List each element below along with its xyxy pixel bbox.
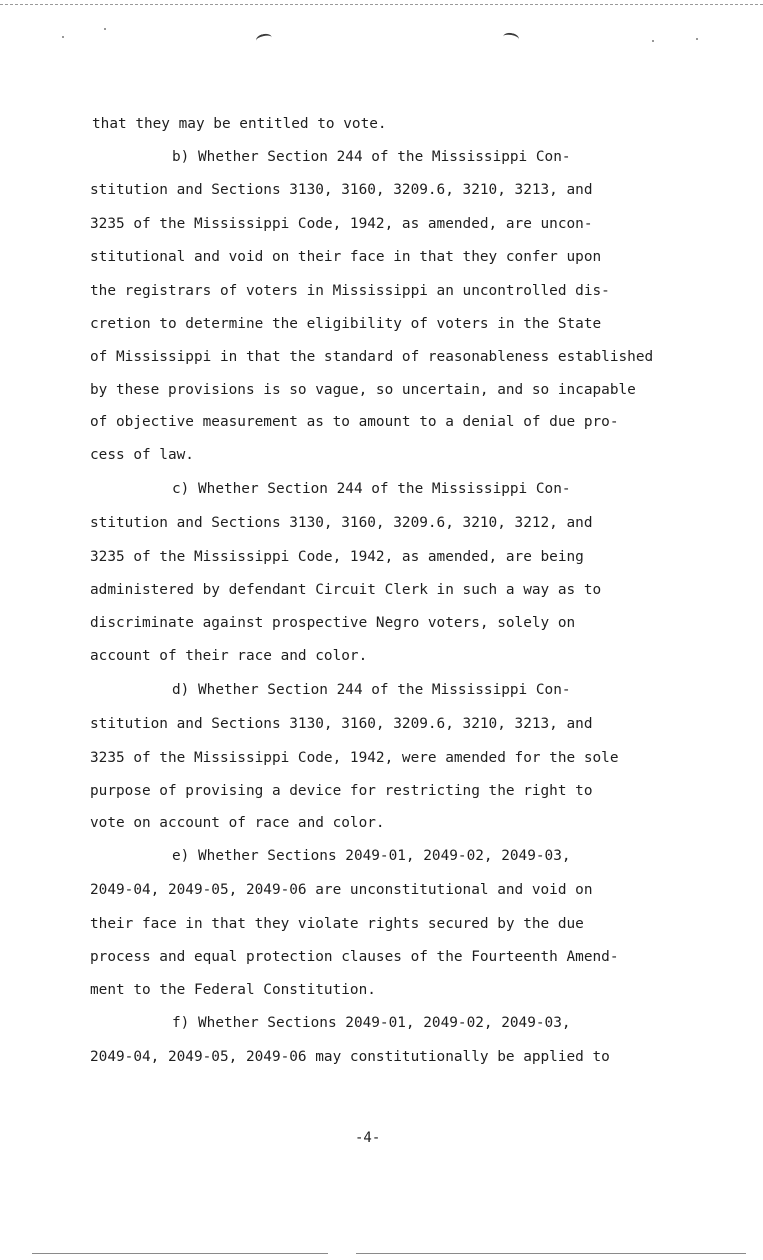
text-line: 3235 of the Mississippi Code, 1942, as amended, are uncon- [90, 216, 593, 232]
text-line: b) Whether Section 244 of the Mississippi Con- [172, 149, 571, 165]
text-line: cess of law. [90, 447, 194, 463]
text-line: discriminate against prospective Negro voters, solely on [90, 615, 576, 631]
text-line: stitution and Sections 3130, 3160, 3209.6, 3210, 3213, and [90, 182, 593, 198]
page-number: -4- [355, 1130, 381, 1146]
text-line: of objective measurement as to amount to a denial of due pro- [90, 414, 619, 430]
text-line: the registrars of voters in Mississippi an uncontrolled dis- [90, 283, 610, 299]
text-line: e) Whether Sections 2049-01, 2049-02, 2049-03, [172, 848, 571, 864]
text-line: their face in that they violate rights secured by the due [90, 916, 584, 932]
scan-speck [696, 38, 698, 40]
text-line: d) Whether Section 244 of the Mississippi Con- [172, 682, 571, 698]
text-line: process and equal protection clauses of the Fourteenth Amend- [90, 949, 619, 965]
text-line: 2049-04, 2049-05, 2049-06 may constitutionally be applied to [90, 1049, 610, 1065]
text-line: vote on account of race and color. [90, 815, 385, 831]
page-bottom-edge [356, 1253, 746, 1254]
text-line: that they may be entitled to vote. [92, 116, 387, 132]
text-line: purpose of provising a device for restricting the right to [90, 783, 593, 799]
page-top-edge [0, 4, 763, 5]
text-line: account of their race and color. [90, 648, 368, 664]
text-line: stitution and Sections 3130, 3160, 3209.6, 3210, 3212, and [90, 515, 593, 531]
text-line: 2049-04, 2049-05, 2049-06 are unconstitutional and void on [90, 882, 593, 898]
text-line: by these provisions is so vague, so uncertain, and so incapable [90, 382, 636, 398]
text-line: 3235 of the Mississippi Code, 1942, as amended, are being [90, 549, 584, 565]
scan-speck [104, 28, 106, 30]
scan-speck [652, 40, 654, 42]
scan-speck [62, 36, 64, 38]
page-bottom-edge [32, 1253, 328, 1254]
text-line: cretion to determine the eligibility of voters in the State [90, 316, 602, 332]
text-line: f) Whether Sections 2049-01, 2049-02, 2049-03, [172, 1015, 571, 1031]
text-line: c) Whether Section 244 of the Mississippi Con- [172, 481, 571, 497]
scan-mark-right [502, 32, 519, 45]
text-line: administered by defendant Circuit Clerk in such a way as to [90, 582, 602, 598]
text-line: of Mississippi in that the standard of reasonableness established [90, 349, 654, 365]
text-line: stitutional and void on their face in that they confer upon [90, 249, 602, 265]
text-line: 3235 of the Mississippi Code, 1942, were amended for the sole [90, 750, 619, 766]
text-line: stitution and Sections 3130, 3160, 3209.6, 3210, 3213, and [90, 716, 593, 732]
text-line: ment to the Federal Constitution. [90, 982, 376, 998]
scan-mark-left [255, 32, 273, 45]
